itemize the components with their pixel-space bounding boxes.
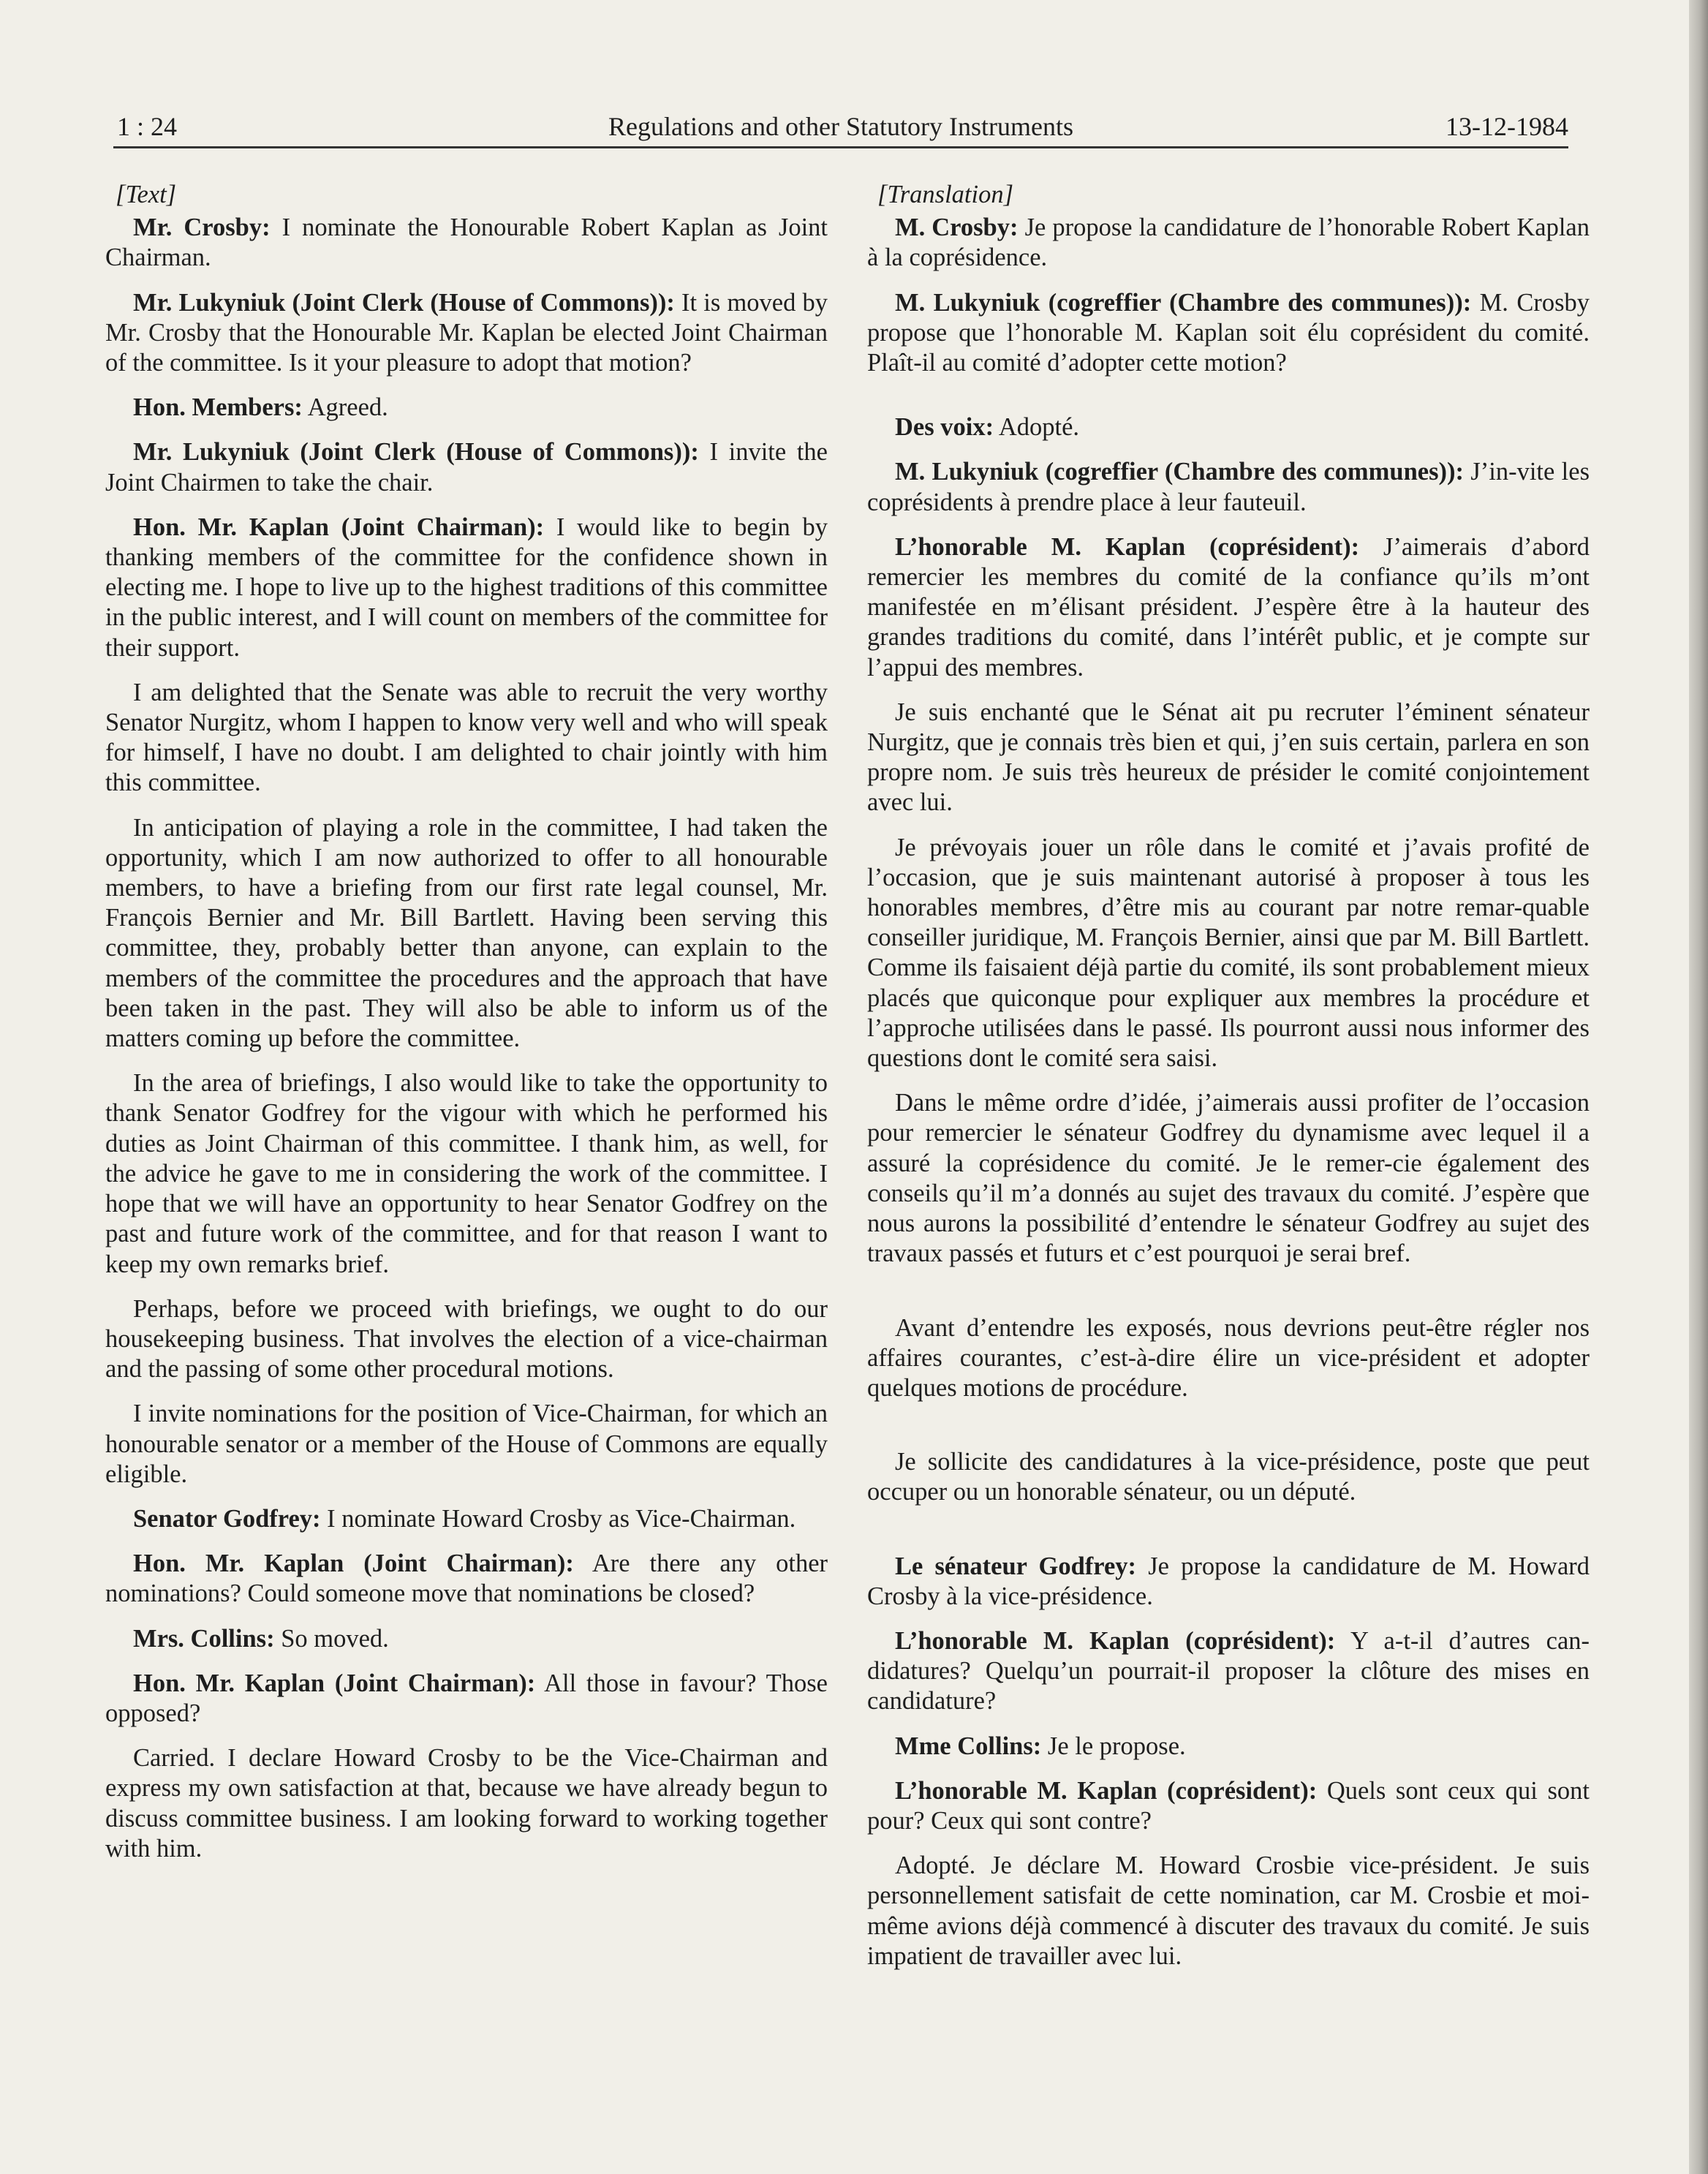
paragraph-text: It is moved by Mr. Crosby that the Honourable Mr. Kaplan be elected Joint Chairman of the committee. Is it your pleasure to adopt that motion?: [105, 288, 828, 377]
paragraph-text: Je prévoyais jouer un rôle dans le comité et j’avais profité de l’occasion, que je suis maintenant autorisé à proposer à tous les honorables membres, d’être mis au courant par notre remar-quable conseiller juridique, M. François Bernier, ainsi que par M. Bill Bartlett. Comme ils faisaient déjà partie du comité, ils sont probablement mieux placés que quiconque pour expliquer aux membres la procédure et l’approche utilisées dans le passé. Ils pourront aussi nous informer des questions dont le comité sera saisi.: [867, 833, 1590, 1073]
paragraph: [105, 1549, 828, 1609]
paragraph-text: Adopté. Je déclare M. Howard Crosbie vice-président. Je suis personnellement satisfait de cette nomination, car M. Crosbie et moi-même avions déjà commencé à discuter des travaux du comité. Je suis impatient de travailler avec lui.: [867, 1852, 1590, 1970]
paragraph: [105, 1504, 828, 1534]
paragraph-text: Je propose la candidature de M. Howard Crosby à la vice-présidence.: [867, 1552, 1590, 1610]
paragraph: [105, 813, 828, 1054]
speaker: Senator Godfrey:: [133, 1504, 321, 1533]
paragraph-text: Je sollicite des candidatures à la vice-présidence, poste que peut occuper ou un honorable sénateur, ou un député.: [867, 1448, 1590, 1506]
column-label-text: Translation: [887, 181, 1004, 208]
paragraph: [867, 698, 1590, 818]
paragraph-text: I would like to begin by thanking members of the committee for the confidence shown in electing me. I hope to live up to the highest traditions of this committee in the public interest, and I will count on members of the committee for their support.: [105, 513, 828, 662]
paragraph: [105, 1294, 828, 1385]
paragraph: [105, 1669, 828, 1729]
speaker: M. Crosby:: [895, 214, 1019, 242]
speaker: Hon. Mr. Kaplan (Joint Chairman):: [133, 1669, 536, 1697]
paragraph-text: Je propose la candidature de l’honorable Robert Kaplan à la coprésidence.: [867, 214, 1590, 272]
paragraph: [105, 1743, 828, 1864]
paragraph-text: Dans le même ordre d’idée, j’aimerais aussi profiter de l’occasion pour remercier le sénateur Godfrey du dynamisme avec lequel il a assuré la coprésidence du comité. Je le remer-cie également des conseils qu’il m’a donnés au sujet des travaux du comité. J’espère que nous aurons la possibilité d’entendre le sénateur Godfrey au sujet des travaux passés et futurs et c’est pourquoi je serai bref.: [867, 1089, 1590, 1268]
paragraph: [105, 1068, 828, 1279]
french-column: [867, 180, 1590, 1986]
page-header: [113, 111, 1568, 149]
paragraph-text: Y a-t-il d’autres can-didatures? Quelqu’un pourrait-il proposer la clôture des mises en candidature?: [867, 1626, 1590, 1716]
paragraph-text: I invite the Joint Chairmen to take the chair.: [105, 438, 828, 497]
speaker: M. Lukyniuk (cogreffier (Chambre des communes)):: [895, 458, 1464, 486]
paragraph-text: All those in favour? Those opposed?: [105, 1669, 828, 1727]
speaker: Hon. Mr. Kaplan (Joint Chairman):: [133, 1550, 574, 1578]
paragraph-text: So moved.: [274, 1624, 389, 1653]
paragraph: [867, 288, 1590, 379]
paragraph: [105, 393, 828, 423]
paragraph-text: J’aimerais d’abord remercier les membres du comité de la confiance qu’ils m’ont manifestée en m’élisant président. J’espère être à la hauteur des grandes traditions du comité, dans l’intérêt public, et je compte sur l’appui des membres.: [867, 532, 1590, 682]
paragraph: [105, 1624, 828, 1654]
paragraph: [867, 1447, 1590, 1507]
paragraph-text: In anticipation of playing a role in the committee, I had taken the opportunity, which I am now authorized to offer to all honourable members, to have a briefing from our first rate legal counsel, Mr. François Bernier and Mr. Bill Bartlett. Having been serving this committee, they, probably better than anyone, can explain to the members of the committee the procedures and the approach that have been taken in the past. They will also be able to inform us of the matters coming up before the committee.: [105, 813, 828, 1053]
paragraph: [105, 1399, 828, 1490]
paragraph: [867, 457, 1590, 517]
paragraph: [867, 213, 1590, 273]
paragraph: [105, 213, 828, 273]
paragraph-text: Je suis enchanté que le Sénat ait pu recruter l’éminent sénateur Nurgitz, que je connais très bien et qui, j’en suis certain, parlera en son propre nom. Je suis très heureux de présider le comité conjointement avec lui.: [867, 698, 1590, 817]
speaker: Mrs. Collins:: [133, 1624, 275, 1653]
speaker: Hon. Mr. Kaplan (Joint Chairman):: [133, 513, 545, 541]
speaker: Mme Collins:: [895, 1732, 1042, 1760]
speaker: L’honorable M. Kaplan (coprésident):: [895, 1626, 1336, 1655]
paragraph-text: I invite nominations for the position of Vice-Chairman, for which an honourable senator or a member of the House of Commons are equally eligible.: [105, 1400, 828, 1488]
header-rule: [113, 146, 1568, 148]
paragraph: [867, 532, 1590, 683]
speaker: L’honorable M. Kaplan (coprésident):: [895, 532, 1360, 561]
column-label: [Text]: [116, 181, 177, 208]
speaker: L’honorable M. Kaplan (coprésident):: [895, 1776, 1318, 1805]
paragraph: [867, 1851, 1590, 1971]
paragraph-text: Are there any other nominations? Could someone move that nominations be closed?: [105, 1550, 828, 1608]
paragraph: [105, 437, 828, 497]
paragraph: [105, 288, 828, 379]
running-title: Regulations and other Statutory Instruments: [608, 112, 1073, 141]
speaker: M. Lukyniuk (cogreffier (Chambre des communes)):: [895, 288, 1472, 317]
paragraph-text: J’in-vite les coprésidents à prendre place à leur fauteuil.: [867, 458, 1590, 516]
page-number: 1 : 24: [117, 112, 178, 141]
paragraph: [867, 1313, 1590, 1404]
speaker: Le sénateur Godfrey:: [895, 1552, 1137, 1580]
speaker: Des voix:: [895, 413, 994, 442]
paragraph: [867, 1776, 1590, 1836]
paragraph-text: Avant d’entendre les exposés, nous devrions peut-être régler nos affaires courantes, c’est-à-dire élire un vice-président et adopter quelques motions de procédure.: [867, 1313, 1590, 1402]
paragraph: [867, 1552, 1590, 1612]
paragraph-text: I nominate Howard Crosby as Vice-Chairman.: [320, 1504, 796, 1533]
paragraph-text: Adopté.: [994, 413, 1080, 442]
header-date: 13-12-1984: [1446, 112, 1568, 141]
paragraph-text: I am delighted that the Senate was able to recruit the very worthy Senator Nurgitz, whom I happen to know very well and who will speak for himself, I have no doubt. I am delighted to chair jointly with him this committee.: [105, 678, 828, 797]
paragraph-text: Quels sont ceux qui sont pour? Ceux qui sont contre?: [867, 1776, 1590, 1835]
paragraph: [867, 1626, 1590, 1717]
speaker: Mr. Crosby:: [133, 214, 271, 242]
paragraph-text: Je le propose.: [1041, 1732, 1186, 1760]
paragraph: [105, 513, 828, 663]
paragraph-text: Carried. I declare Howard Crosby to be the Vice-Chairman and express my own satisfaction at that, because we have already begun to discuss committee business. I am looking forward to working together with him.: [105, 1744, 828, 1862]
paragraph-text: M. Crosby propose que l’honorable M. Kaplan soit élu coprésident du comité. Plaît-il au comité d’adopter cette motion?: [867, 288, 1590, 377]
paragraph-text: In the area of briefings, I also would like to take the opportunity to thank Senator Godfrey for the vigour with which he performed his duties as Joint Chairman of this committee. I thank him, as well, for the advice he gave to me in considering the work of the committee. I hope that we will have an opportunity to hear Senator Godfrey on the past and future work of the committee, and for that reason I want to keep my own remarks brief.: [105, 1069, 828, 1278]
paragraph: [867, 833, 1590, 1074]
speaker: Mr. Lukyniuk (Joint Clerk (House of Commons)):: [133, 438, 699, 467]
english-column: [105, 180, 828, 1879]
paragraph-text: I nominate the Honourable Robert Kaplan as Joint Chairman.: [105, 214, 828, 272]
paragraph-text: Perhaps, before we proceed with briefings, we ought to do our housekeeping business. That involves the election of a vice-chairman and the passing of some other procedural motions.: [105, 1294, 828, 1384]
speaker: Mr. Lukyniuk (Joint Clerk (House of Commons)):: [133, 288, 675, 317]
paragraph: [867, 1088, 1590, 1269]
paragraph: [867, 412, 1590, 442]
speaker: Hon. Members:: [133, 393, 303, 422]
column-label: [Translation]: [877, 181, 1014, 208]
page-edge-shadow: [1689, 0, 1708, 2174]
column-label-text: Text: [125, 181, 167, 208]
paragraph-text: Agreed.: [302, 393, 388, 422]
paragraph: [867, 1732, 1590, 1762]
paragraph: [105, 678, 828, 799]
